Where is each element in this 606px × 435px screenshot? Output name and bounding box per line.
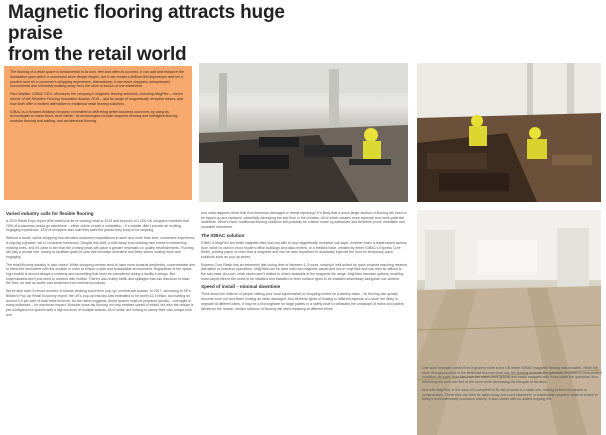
section-heading: The IOBAC solution xyxy=(201,232,245,238)
title-line-1: Magnetic flooring attracts huge praise xyxy=(8,2,285,44)
body-paragraph: Without a doubt, online shopping has elevated consumer expectations in store and more than ever, customers experience is playing a greater role in consumer behaviour. Despite this shift, a shift away from building new stores to enhancing existing ones, and it's clear to see that the coming years will place a greater emphasis on quality refurbishments. Flooring will play a pivotal role, having to facilitate quick fit-outs that minimise downtime and keep stores looking fresh and engaging. xyxy=(6,236,195,259)
body-column-2 xyxy=(201,211,407,314)
body-paragraph: Express Core Resin has an extremely fast curing time of between 1-3 hours, making it well-suited for quick projects requiring minimal disruption to business operations. MagTabs can be used with non-magnetic carpet and lino in vinyl tiles and can then be affixed to the sub-base. As such, retail stores aren't limited to what's available in the magnetic tile range. MagTabs increase options, enabling most carpet tiles in the world to be installed and installed on their surface types to be installed seamlessly alongside one another. xyxy=(201,262,407,281)
tiles-photo xyxy=(417,63,601,202)
section-heading: Speed of install – minimal downtime xyxy=(201,284,281,290)
body-paragraph: We've also seen a record number of brands booking short-term 'pop-up' commercial spaces. In 2017, according to EE's Britain's Pop-Up Retail Economy report, the UK's pop-up industry was estimated to be worth £2.3 billion, accounting for around 0.9 per cent of total retail turnover. As the name suggests, these spaces must be prepared quickly – overnight in many instances – for maximum impact. Modular loose-lay flooring not only enables speed of install, but also the design is pre-configured for spaces with a high turnover of multiple brands. All of which are looking to stamp their own unique look and xyxy=(6,289,194,317)
body-paragraph: IOBAC's MagFlex are small magnetic tiles that can affix to any magnetically receptive sub-layer, whether that's a metal raised access floor, which is used in most modern office buildings and data centres, or a metallic base, created by either IOBAC's Express Core Resin, priming paper or resin that is magnetic and can be used anywhere to drastically improve the floor for temporary quick solutions such as pop-up stores. xyxy=(201,240,407,259)
intro-paragraph: The flooring of a retail space is fundamental to its look, feel and often its success. It can add and enhance the foundation upon which a successful store design hinges, but it can create a brilliant first impression and set a positive tone for a customer's shopping experience. Alternatively, it can leave shoppers unimpressed, unconvinced and ultimately walking away from the store in favour of one elsewhere. xyxy=(10,70,184,89)
body-column-3 xyxy=(422,366,602,405)
body-paragraph: One such example comes from a grocery store in the US where IOBAC magnetic flooring was installed. While the store throughout most of the strait had become worn out, the flooring beneath the gondolas remained in near-perfect condition. As such, floor tiles from the aisles were quickly and easily swapped with those under the gondolas, thus refreshing the look and feel of the store while decreasing the lifecycle of the floor. xyxy=(422,366,602,385)
body-paragraph: And with MagFlex, in the case of a complete re-fit, the process is a close one, leaving behind no residue or compromises. These tiles can then be taken away and used elsewhere or sustainably recycled, which is crucial in today's environmentally conscious society. It also comes with no added ongoing fee. xyxy=(422,387,598,402)
article-title xyxy=(8,2,338,65)
body-paragraph: A 2019 Retail Expo report (Elle retail how its re-viewing retail in 2019 and beyond) of 1,000 UK shoppers revealed that 76% of consumers would go elsewhere – either online or with a competitor – if a retailer didn't provide an exciting, engaging experience; 43% of shoppers also said they want the places they shop to be inspiring. xyxy=(6,219,189,233)
body-column-1 xyxy=(6,211,195,320)
section-heading: Varied industry calls for flexible flooring xyxy=(6,211,94,216)
body-paragraph: Think about the millions of people visiting your local supermarket or shopping centre on a weekly basis – its flooring can quickly become worn out and fewer looking as clean damaged. And all these types of floating in different aspects of a store are likely to degrade at different rates. It may be a thoroughfare for large pallets or a safety aisle to withstand the onslaught of trains and pallets. Whatever the reason, certain sections of flooring will need replacing at different times. xyxy=(201,292,405,311)
installation-photo xyxy=(199,63,408,202)
intro-paragraph: IOBAC is a forward-thinking company committed to delivering better business outcomes by using its technologies to make floors work harder. Its technologies include magnetic flooring and intelligent flooring, modular flooring and walling, and architectural flooring. xyxy=(10,109,179,124)
body-paragraph: The retail flooring industry is also varied. While shopping centres tend to have more towards aesthetics, supermarkets aim to blend the decorative with the durable in order to ensure a safe and sustainable environment. Regardless of the space, high footfall is almost always a certainty and something that must be considered during a facility's design. But supermarkets don't just need to contend with footfall. There's also trolley traffic and spillages that can discolour or stain the floor, as well as scuffs and scratches from wheeled products. xyxy=(6,262,195,286)
title-line-2: from the retail world xyxy=(8,44,187,65)
intro-paragraph: Paul Wadlan, IOBAC CEO, discusses the company's magnetic flooring solutions, including MagFlex – recent winner of the Retailers Flooring Innovation Awards 2019 – and its range of magnetically receptive bases, and how both offer a modern alternative to traditional retail flooring solutions. xyxy=(10,92,183,106)
body-paragraph: And what happens when that floor becomes damaged or needs replacing? It's likely that a much larger section of flooring will need to be ripped up and replaced, potentially damaging the sub-floor in the process. All of which creates more expense and more potential downtime. What's more, traditional flooring solutions will probably be custom made by adhesives and therefore prove unreliable and unusable elsewhere. xyxy=(201,211,407,230)
intro-box xyxy=(4,66,192,200)
